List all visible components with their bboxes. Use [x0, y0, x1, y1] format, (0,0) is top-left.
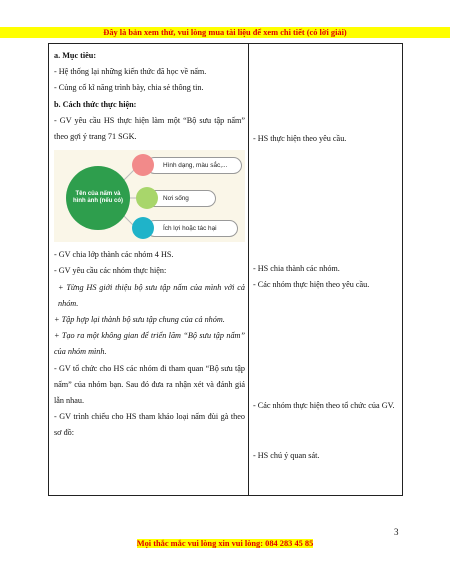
- objective-1: - Hệ thống lại những kiến thức đã học về nấm.: [54, 67, 207, 77]
- teacher-activity-column: [54, 48, 245, 442]
- step-2: - GV chia lớp thành các nhóm 4 HS.: [54, 250, 174, 260]
- diagram-box-benefit-harm: Ích lợi hoặc tác hại: [146, 220, 238, 237]
- step-5: - GV trình chiếu cho HS tham khảo loại nấm đùi gà theo sơ đồ:: [54, 412, 245, 438]
- step-1: - GV yêu cầu HS thực hiện làm một “Bộ sưu tập nấm” theo gợi ý trang 71 SGK.: [54, 115, 245, 142]
- page-number: 3: [394, 527, 399, 537]
- heading-objectives: a. Mục tiêu:: [54, 51, 97, 60]
- response-4: - Các nhóm thực hiện theo tổ chức của GV.: [253, 401, 395, 410]
- task-3: + Tạo ra một không gian để triển lãm “Bộ sưu tập nấm” của nhóm mình.: [54, 331, 245, 357]
- mushroom-diagram: [54, 150, 245, 242]
- response-2: - HS chia thành các nhóm.: [253, 264, 340, 273]
- contact-banner: Mọi thắc mắc vui lòng xin vui lòng: 084 283 45 85: [136, 539, 314, 548]
- objective-2: - Củng cố kĩ năng trình bày, chia sẻ thông tin.: [54, 83, 204, 93]
- task-1: + Từng HS giới thiệu bộ sưu tập nấm của mình với cả nhóm.: [58, 282, 245, 308]
- response-5: - HS chú ý quan sát.: [253, 451, 320, 460]
- step-3: - GV yêu cầu các nhóm thực hiện:: [54, 266, 167, 276]
- step-4: - GV tổ chức cho HS các nhóm đi tham quan “Bộ sưu tập nấm” của nhóm bạn. Sau đó đưa ra nhận xét và đánh giá lẫn nhau.: [54, 363, 245, 406]
- column-divider: [248, 44, 249, 495]
- heading-method: b. Cách thức thực hiện:: [54, 99, 137, 109]
- preview-banner: Đây là bản xem thử, vui lòng mua tài liệu để xem chi tiết (có lời giải): [0, 27, 450, 38]
- task-2: + Tập hợp lại thành bộ sưu tập chung của cả nhóm.: [54, 315, 225, 325]
- diagram-box-habitat: Nơi sống: [146, 190, 216, 207]
- diagram-center-circle: Tên của nấm và hình ảnh (nếu có): [66, 166, 130, 230]
- diagram-box-shape-color: Hình dạng, màu sắc,...: [146, 157, 242, 174]
- response-3: - Các nhóm thực hiện theo yêu cầu.: [253, 280, 370, 289]
- response-1: - HS thực hiện theo yêu cầu.: [253, 134, 347, 143]
- lesson-table: [48, 43, 403, 496]
